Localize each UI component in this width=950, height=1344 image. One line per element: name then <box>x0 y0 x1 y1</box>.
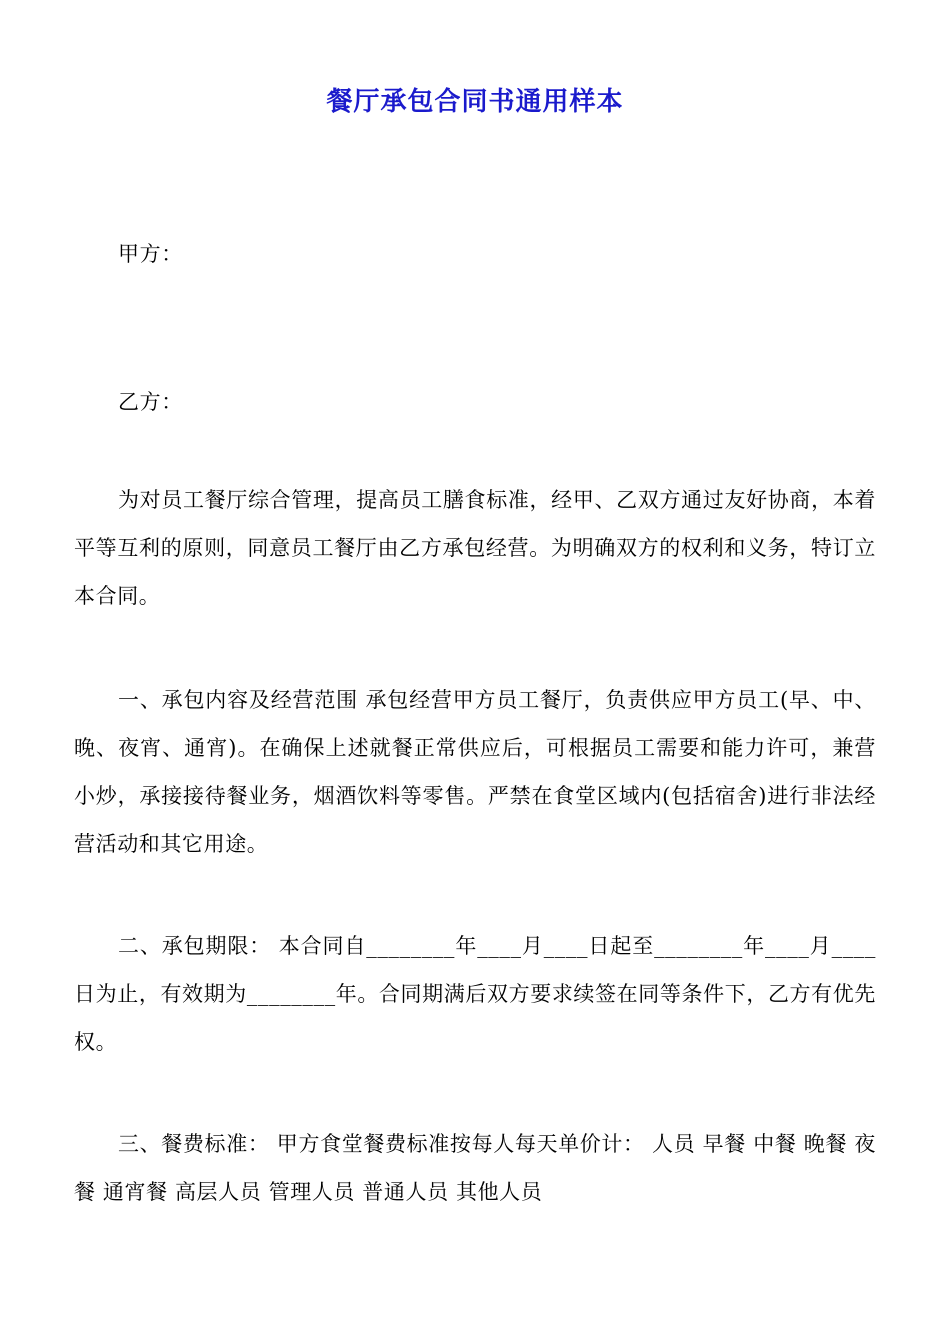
party-b-line: 乙方： <box>118 390 183 414</box>
intro-paragraph: 为对员工餐厅综合管理，提高员工膳食标准，经甲、乙双方通过友好协商，本着平等互利的原则，同意员工餐厅由乙方承包经营。为明确双方的权利和义务，特订立本合同。 <box>74 488 876 608</box>
document-title: 餐厅承包合同书通用样本 <box>326 87 624 117</box>
article-2-paragraph: 二、承包期限： 本合同自________年____月____日起至________年____月____日为止，有效期为________年。合同期满后双方要求续签在同等条件下，乙方有优先权。 <box>74 934 876 1054</box>
article-3-paragraph: 三、餐费标准： 甲方食堂餐费标准按每人每天单价计： 人员 早餐 中餐 晚餐 夜餐 通宵餐 高层人员 管理人员 普通人员 其他人员 <box>74 1132 876 1204</box>
party-a-line: 甲方： <box>118 242 183 266</box>
article-1-paragraph: 一、承包内容及经营范围 承包经营甲方员工餐厅，负责供应甲方员工(早、中、晚、夜宵、通宵)。在确保上述就餐正常供应后，可根据员工需要和能力许可，兼营小炒，承接接待餐业务，烟酒饮料等零售。严禁在食堂区域内(包括宿舍)进行非法经营活动和其它用途。 <box>74 688 876 856</box>
